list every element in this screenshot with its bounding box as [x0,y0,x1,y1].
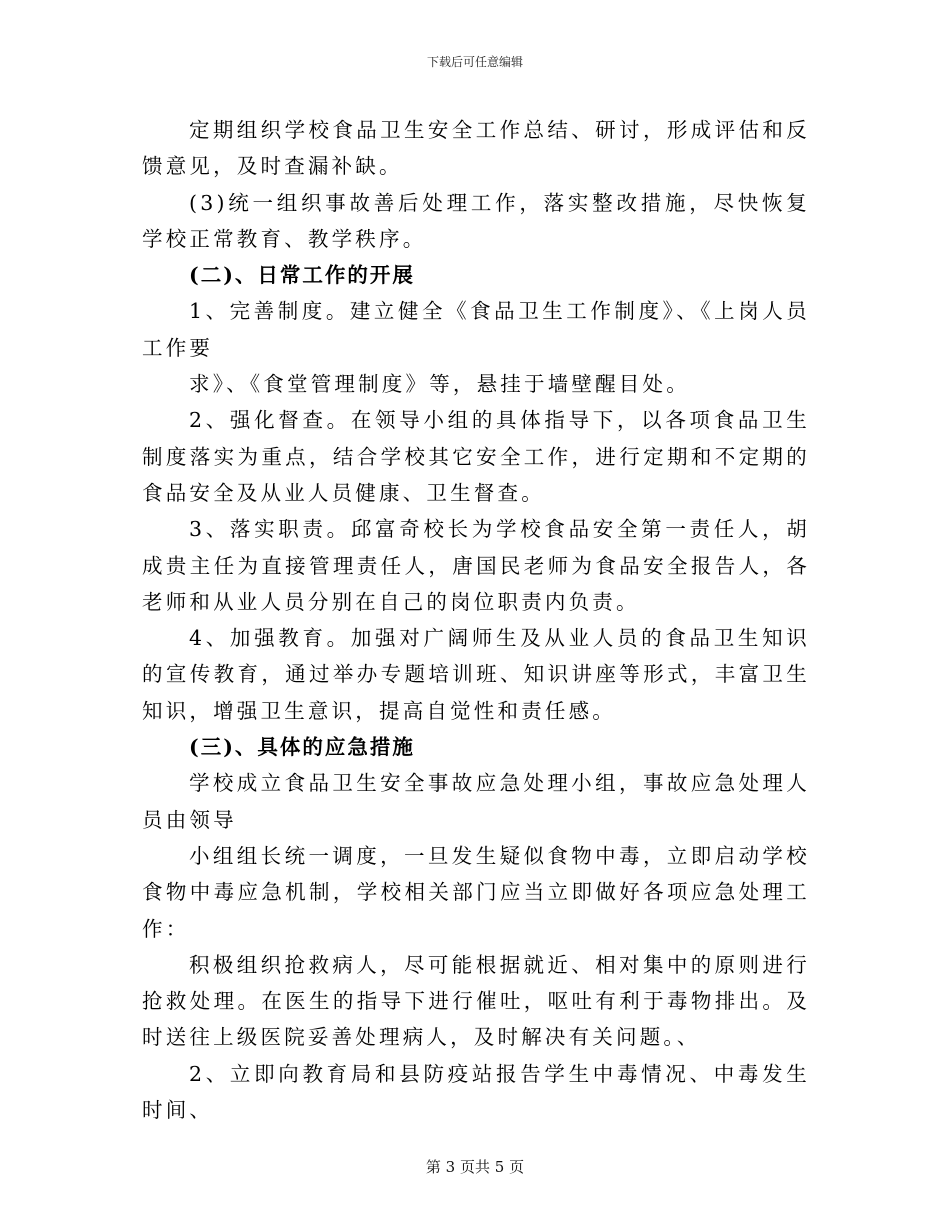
paragraph: 求》、《食堂管理制度》等，悬挂于墙壁醒目处。 [189,372,690,397]
page-header: 下载后可任意编辑 [426,55,523,69]
paragraph: 3、落实职责。邱富奇校长为学校食品安全第一责任人，胡成贵主任为直接管理责任人，唐国民老师为食品安全报告人，各老师和从业人员分别在自己的岗位职责内负责。 [142,517,810,614]
paragraph: 积极组织抢救病人，尽可能根据就近、相对集中的原则进行抢救处理。在医生的指导下进行催吐，呕吐有利于毒物排出。及时送往上级医院妥善处理病人，及时解决有关问题。、 [142,952,810,1050]
document-body [142,112,810,1128]
paragraph: (3)统一组织事故善后处理工作，落实整改措施，尽快恢复学校正常教育、教学秩序。 [142,190,810,251]
paragraph: 2、立即向教育局和县防疫站报告学生中毒情况、中毒发生时间、 [142,1061,810,1123]
paragraph: 1、完善制度。建立健全《食品卫生工作制度》、《上岗人员工作要 [142,299,810,360]
section-heading: (三)、具体的应急措施 [189,735,415,760]
paragraph: 4、加强教育。加强对广阔师生及从业人员的食品卫生知识的宣传教育，通过举办专题培训班、知识讲座等形式，丰富卫生知识，增强卫生意识，提高自觉性和责任感。 [142,626,810,723]
paragraph: 定期组织学校食品卫生安全工作总结、研讨，形成评估和反馈意见，及时查漏补缺。 [142,118,810,179]
paragraph: 学校成立食品卫生安全事故应急处理小组，事故应急处理人员由领导 [142,771,810,832]
section-heading: (二)、日常工作的开展 [189,263,415,288]
paragraph: 小组组长统一调度，一旦发生疑似食物中毒，立即启动学校食物中毒应急机制，学校相关部门应当立即做好各项应急处理工作： [142,843,810,941]
page-footer: 第 3 页共 5 页 [425,1158,525,1176]
paragraph: 2、强化督查。在领导小组的具体指导下，以各项食品卫生制度落实为重点，结合学校其它安全工作，进行定期和不定期的食品安全及从业人员健康、卫生督查。 [142,408,810,505]
